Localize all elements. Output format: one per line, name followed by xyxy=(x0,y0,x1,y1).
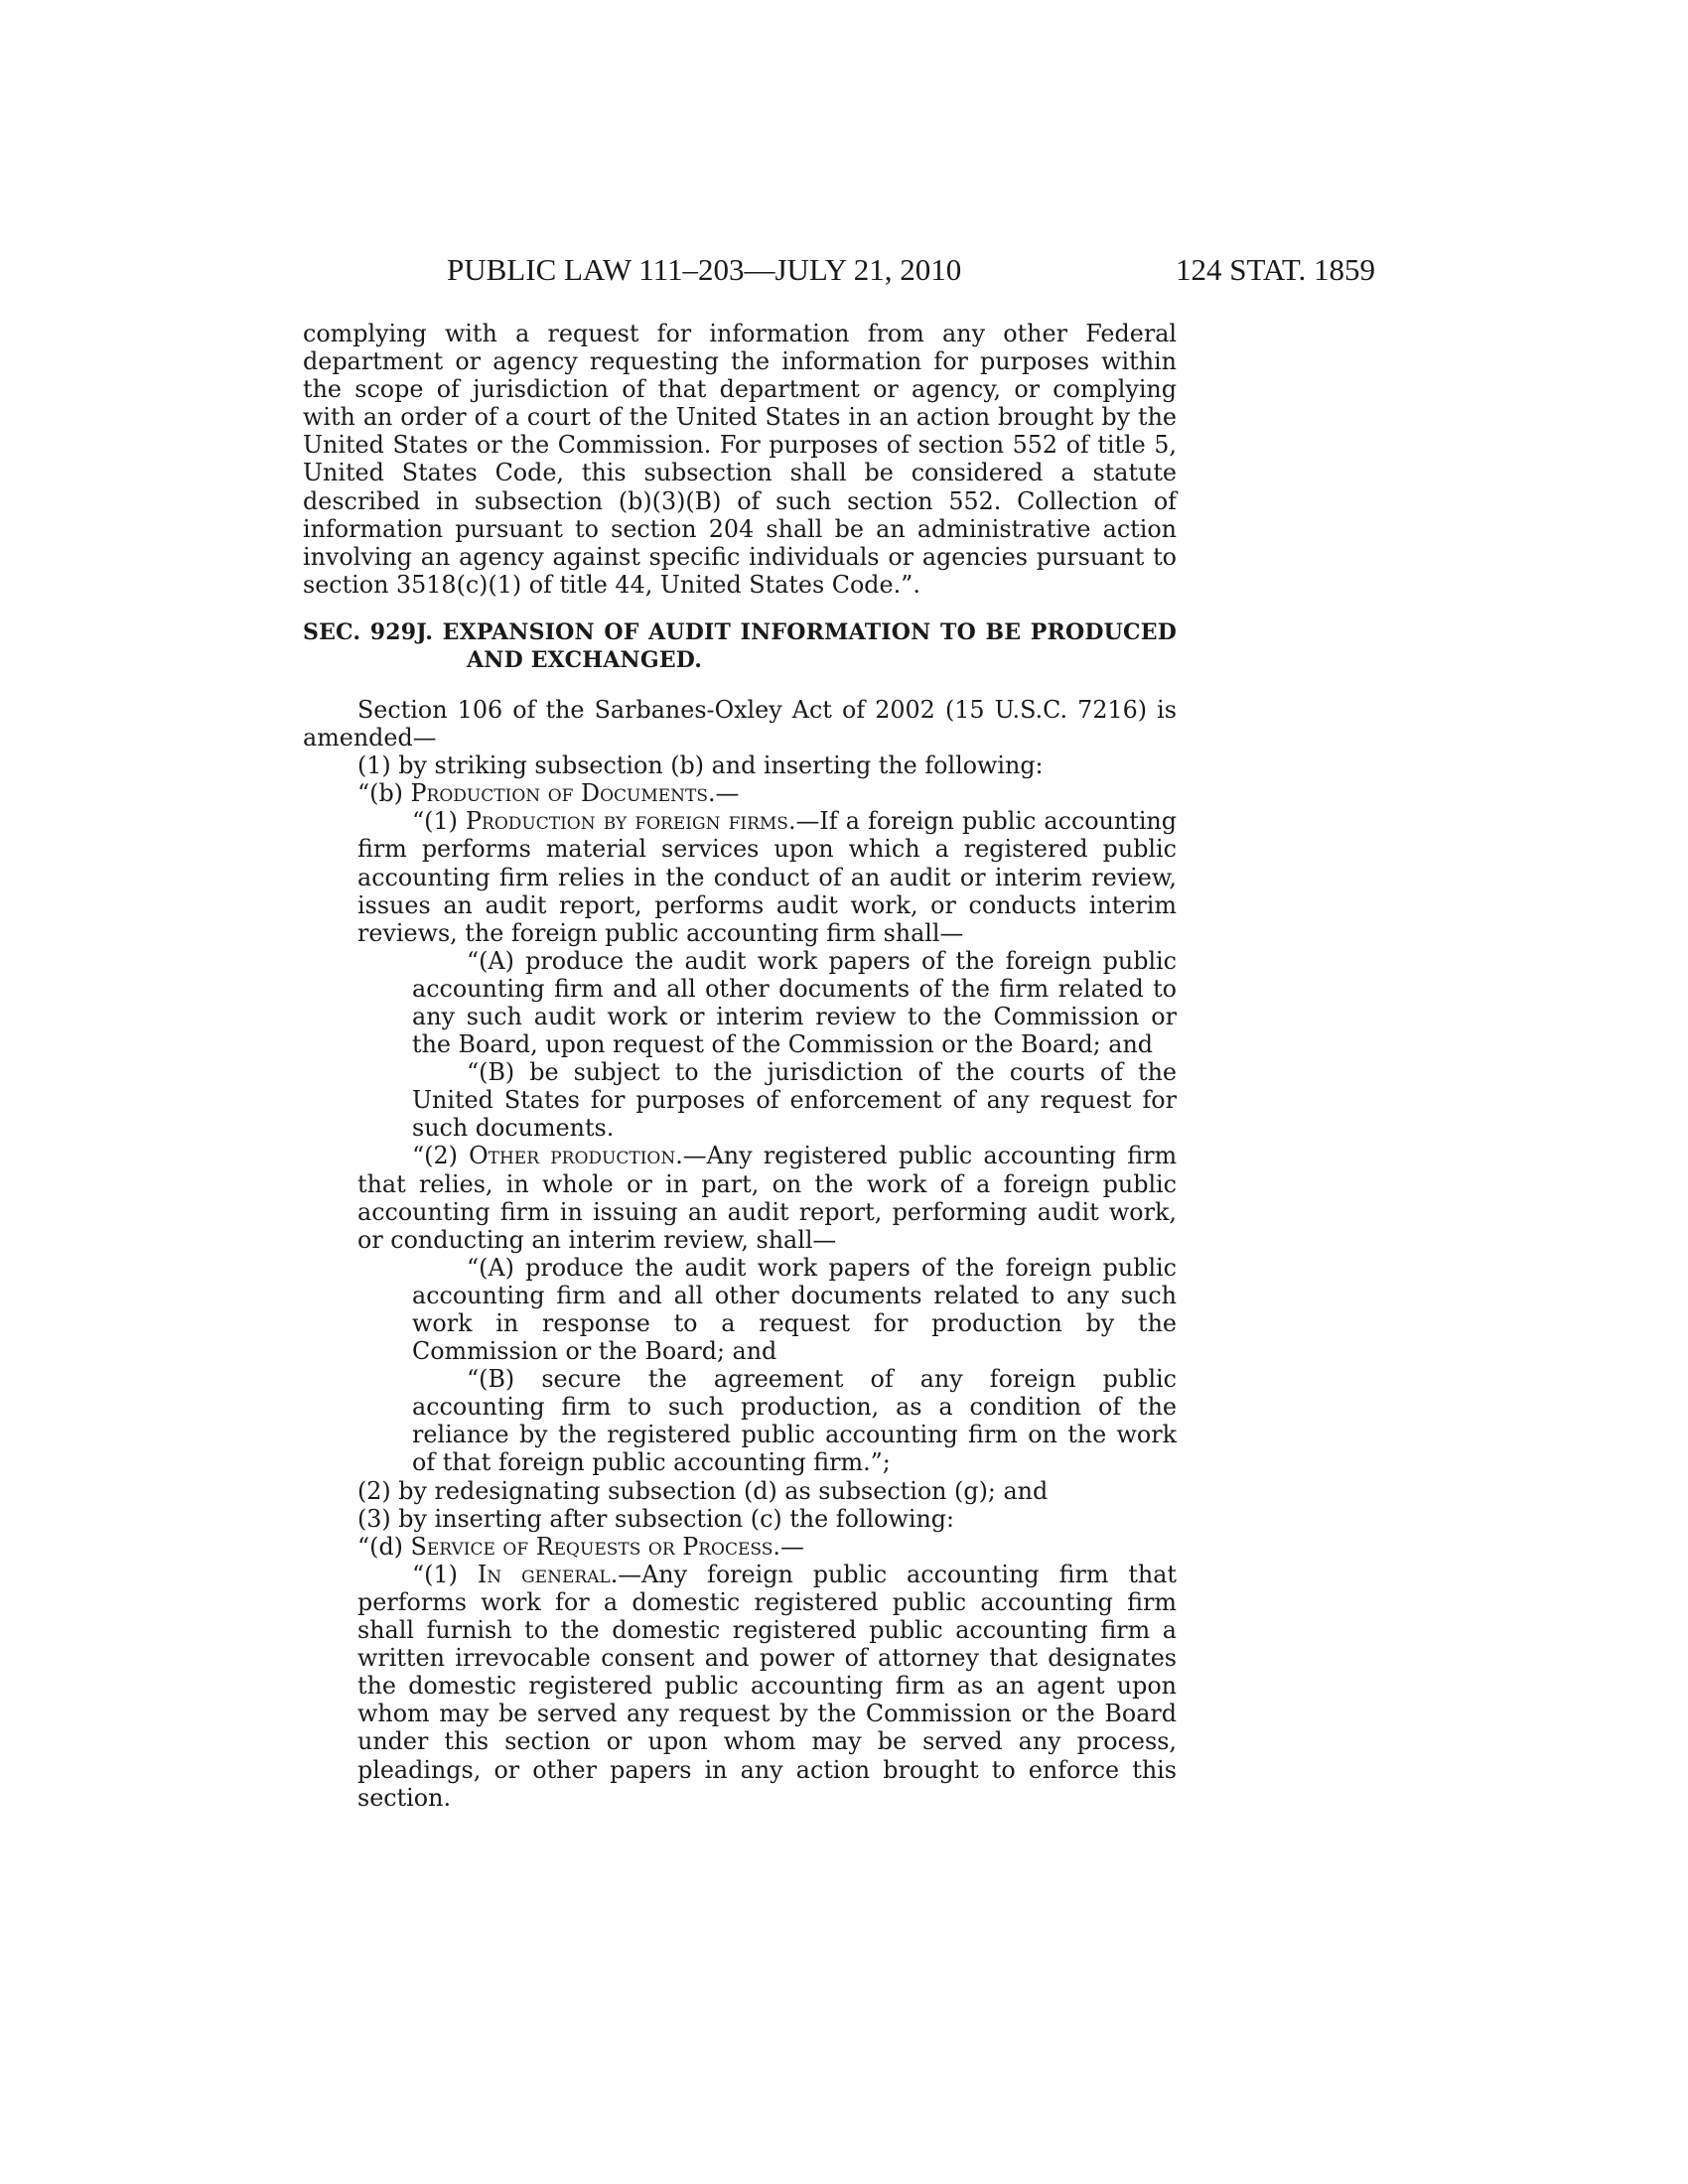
paragraph-b2 xyxy=(303,1142,1177,1253)
subparagraph-b2-A: “(A) produce the audit work papers of the foreign public accounting firm and all other documents related to any such work in response to a request for production by the Commission or the Board; and xyxy=(412,1253,1177,1366)
statute-page-number: 124 STAT. 1859 xyxy=(1175,252,1375,287)
paragraph-d1-caption: In general xyxy=(477,1560,611,1588)
subparagraph-b2-B: “(B) secure the agreement of any foreign public accounting firm to such production, as a condition of the reliance by the registered public accounting firm on the work of that foreign public accounting firm.”; xyxy=(412,1365,1177,1477)
paragraph-b1-caption: Production by foreign firms xyxy=(466,807,788,836)
paragraph-b1 xyxy=(303,807,1177,946)
subsection-b-caption: Production of Documents xyxy=(410,779,709,808)
section-heading: SEC. 929J. EXPANSION OF AUDIT INFORMATION TO BE PRODUCED AND EXCHANGED. xyxy=(303,618,1177,673)
continuation-paragraph: complying with a request for information from any other Federal department or agency requesting the information for purposes within the scope of jurisdiction of that department or agency, or complying with an order of a court of the United States in an action brought by the United States or the Commission. For purposes of section 552 of title 5, United States Code, this subsection shall be considered a statute described in subsection (b)(3)(B) of such section 552. Collection of information pursuant to section 204 shall be an administrative action involving an agency against specific individuals or agencies pursuant to section 3518(c)(1) of title 44, United States Code.”. xyxy=(303,320,1177,599)
amendment-paragraph-2: (2) by redesignating subsection (d) as subsection (g); and xyxy=(357,1476,1049,1505)
paragraph-b2-text: .—Any registered public accounting firm that relies, in whole or in part, on the work of a foreign public accounting firm in issuing an audit report, performing audit work, or conducting an interim review, shall— xyxy=(357,1142,1178,1254)
paragraph-b2-prefix: “(2) xyxy=(412,1142,470,1170)
subsection-b-suffix: .— xyxy=(708,779,740,808)
subsection-b-prefix: “(b) xyxy=(357,779,411,808)
subsection-d-heading xyxy=(303,1533,1177,1561)
subsection-b-heading xyxy=(303,779,1177,807)
text-column xyxy=(303,320,1177,1812)
subparagraph-b1-A: “(A) produce the audit work papers of the foreign public accounting firm and all other documents of the firm related to any such audit work or interim review to the Commission or the Board, upon request of the Commission or the Board; and xyxy=(412,946,1177,1059)
running-head: PUBLIC LAW 111–203—JULY 21, 2010 xyxy=(447,252,962,287)
paragraph-b2-caption: Other production xyxy=(469,1142,676,1170)
paragraph-d1-text: .—Any foreign public accounting firm that performs work for a domestic registered public accounting firm shall furnish to the domestic registered public accounting firm a written irrevocable consent and power of attorney that designates the domestic registered public accounting firm as an agent upon whom may be served any request by the Commission or the Board under this section or upon whom may be served any process, pleadings, or other papers in any action brought to enforce this section. xyxy=(357,1560,1177,1812)
amendment-paragraph-3: (3) by inserting after subsection (c) the following: xyxy=(357,1504,955,1533)
paragraph-b1-prefix: “(1) xyxy=(412,807,467,836)
paragraph-d1 xyxy=(303,1561,1177,1812)
subsection-d-suffix: .— xyxy=(773,1532,804,1561)
section-intro: Section 106 of the Sarbanes-Oxley Act of 2002 (15 U.S.C. 7216) is amended— xyxy=(303,695,1177,752)
paragraph-b1-text: .—If a foreign public accounting firm performs material services upon which a registered public accounting firm relies in the conduct of an audit or interim review, issues an audit report, performs audit work, or conducts interim reviews, the foreign public accounting firm shall— xyxy=(357,807,1177,947)
page-header xyxy=(447,250,1375,290)
subsection-d-caption: Service of Requests or Process xyxy=(410,1532,774,1561)
paragraph-d1-prefix: “(1) xyxy=(412,1560,478,1588)
subsection-d-prefix: “(d) xyxy=(357,1532,411,1561)
amendment-paragraph-1: (1) by striking subsection (b) and inserting the following: xyxy=(357,751,1044,780)
subparagraph-b1-B: “(B) be subject to the jurisdiction of the courts of the United States for purposes of enforcement of any request for such documents. xyxy=(412,1058,1177,1143)
